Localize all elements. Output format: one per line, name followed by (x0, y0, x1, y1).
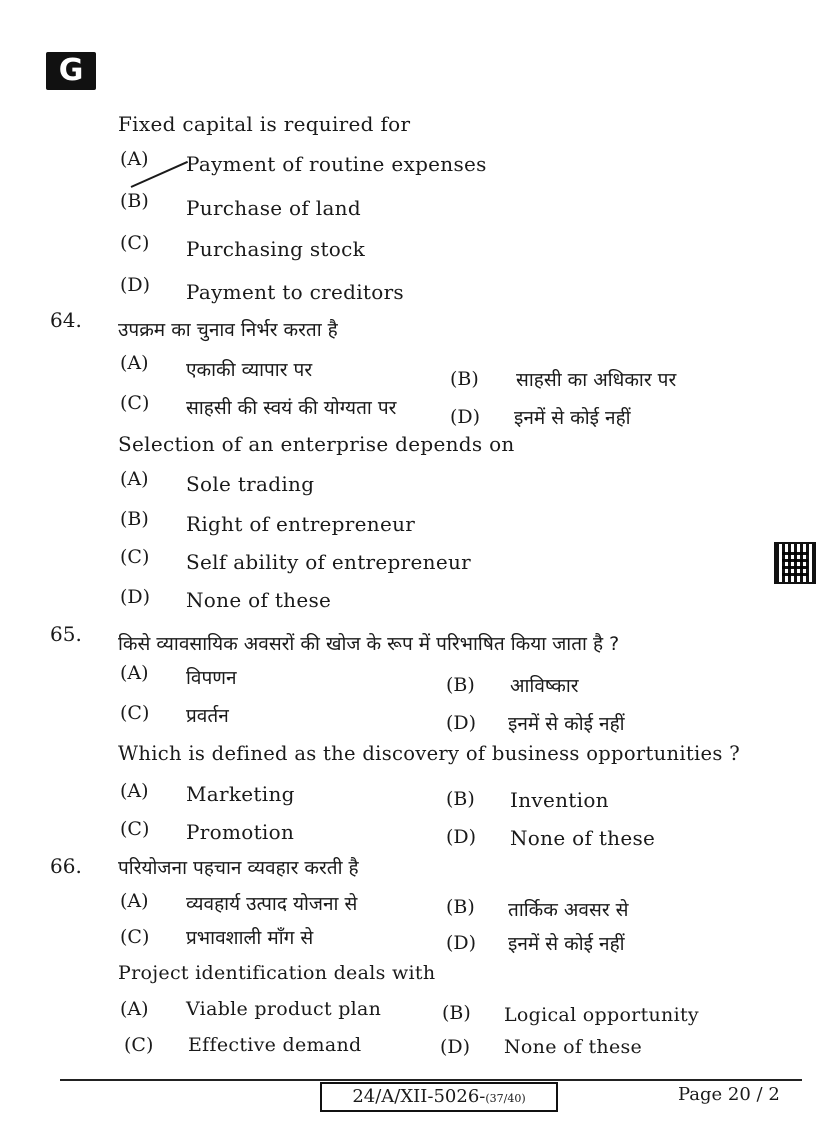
question-65-text-hi: किसे व्यावसायिक अवसरों की खोज के रूप में परिभाषित किया जाता है ? (118, 633, 620, 655)
paper-code-box (320, 1082, 558, 1112)
q64-en-option-b-key: (B) (120, 508, 149, 530)
q66-en-option-b-text: Logical opportunity (504, 1004, 699, 1026)
q66-hi-option-b-text: तार्किक अवसर से (508, 899, 629, 921)
q66-en-option-d-key: (D) (440, 1036, 471, 1058)
q64-hi-option-c-text: साहसी की स्वयं की योग्यता पर (186, 397, 397, 419)
q64-hi-option-b-text: साहसी का अधिकार पर (516, 369, 677, 391)
q63-option-c-key: (C) (120, 232, 150, 254)
q66-en-option-c-text: Effective demand (188, 1034, 362, 1056)
question-64-text-en: Selection of an enterprise depends on (118, 432, 515, 456)
paper-code-sheet: (37/40) (485, 1092, 526, 1105)
question-63-text-en: Fixed capital is required for (118, 112, 411, 136)
q64-en-option-d-text: None of these (186, 588, 332, 612)
q66-hi-option-d-text: इनमें से कोई नहीं (508, 933, 625, 955)
q66-hi-option-a-key: (A) (120, 890, 149, 912)
q66-hi-option-c-text: प्रभावशाली माँग से (186, 927, 314, 949)
q65-hi-option-c-key: (C) (120, 702, 150, 724)
q63-option-a-key: (A) (120, 148, 149, 170)
question-64-number: 64. (50, 308, 82, 332)
question-66-text-en: Project identification deals with (118, 962, 436, 984)
q66-en-option-b-key: (B) (442, 1002, 471, 1024)
q65-en-option-d-key: (D) (446, 826, 477, 848)
q66-en-option-a-key: (A) (120, 998, 149, 1020)
q64-hi-option-a-text: एकाकी व्यापार पर (186, 359, 313, 381)
q65-hi-option-c-text: प्रवर्तन (186, 705, 229, 727)
question-65-number: 65. (50, 622, 82, 646)
q65-en-option-c-key: (C) (120, 818, 150, 840)
q64-en-option-a-text: Sole trading (186, 472, 315, 496)
q63-option-b-text: Purchase of land (186, 196, 361, 220)
q64-hi-option-a-key: (A) (120, 352, 149, 374)
q66-en-option-a-text: Viable product plan (186, 998, 382, 1020)
q66-en-option-d-text: None of these (504, 1036, 643, 1058)
q63-option-d-key: (D) (120, 274, 151, 296)
q66-hi-option-c-key: (C) (120, 926, 150, 948)
q63-option-a-text: Payment of routine expenses (186, 152, 487, 176)
q65-en-option-b-key: (B) (446, 788, 475, 810)
q65-hi-option-b-key: (B) (446, 674, 475, 696)
q64-hi-option-d-text: इनमें से कोई नहीं (514, 407, 631, 429)
q65-hi-option-a-text: विपणन (186, 667, 237, 689)
q64-en-option-c-key: (C) (120, 546, 150, 568)
page-number: Page 20 / 2 (678, 1084, 780, 1105)
q63-option-d-text: Payment to creditors (186, 280, 404, 304)
q65-en-option-c-text: Promotion (186, 820, 295, 844)
q64-en-option-d-key: (D) (120, 586, 151, 608)
q64-hi-option-c-key: (C) (120, 392, 150, 414)
q64-en-option-b-text: Right of entrepreneur (186, 512, 416, 536)
q66-en-option-c-key: (C) (124, 1034, 154, 1056)
q66-hi-option-d-key: (D) (446, 932, 477, 954)
q65-en-option-b-text: Invention (510, 788, 609, 812)
question-64-text-hi: उपक्रम का चुनाव निर्भर करता है (118, 319, 338, 341)
q65-hi-option-d-text: इनमें से कोई नहीं (508, 713, 625, 735)
q63-option-c-text: Purchasing stock (186, 237, 366, 261)
qr-code-icon (776, 544, 814, 582)
question-66-number: 66. (50, 854, 82, 878)
question-65-text-en: Which is defined as the discovery of business opportunities ? (118, 742, 740, 765)
series-badge: G (46, 52, 96, 90)
q65-en-option-a-text: Marketing (186, 782, 295, 806)
q66-hi-option-b-key: (B) (446, 896, 475, 918)
q64-hi-option-d-key: (D) (450, 406, 481, 428)
q64-hi-option-b-key: (B) (450, 368, 479, 390)
q65-hi-option-a-key: (A) (120, 662, 149, 684)
q64-en-option-c-text: Self ability of entrepreneur (186, 550, 472, 574)
q66-hi-option-a-text: व्यवहार्य उत्पाद योजना से (186, 893, 358, 915)
q65-hi-option-b-text: आविष्कार (510, 675, 579, 697)
q65-en-option-d-text: None of these (510, 826, 656, 850)
paper-code: 24/A/XII-5026- (352, 1086, 486, 1107)
q65-hi-option-d-key: (D) (446, 712, 477, 734)
footer-divider (60, 1079, 802, 1081)
q64-en-option-a-key: (A) (120, 468, 149, 490)
q65-en-option-a-key: (A) (120, 780, 149, 802)
question-66-text-hi: परियोजना पहचान व्यवहार करती है (118, 857, 359, 879)
q63-option-b-key: (B) (120, 190, 149, 212)
